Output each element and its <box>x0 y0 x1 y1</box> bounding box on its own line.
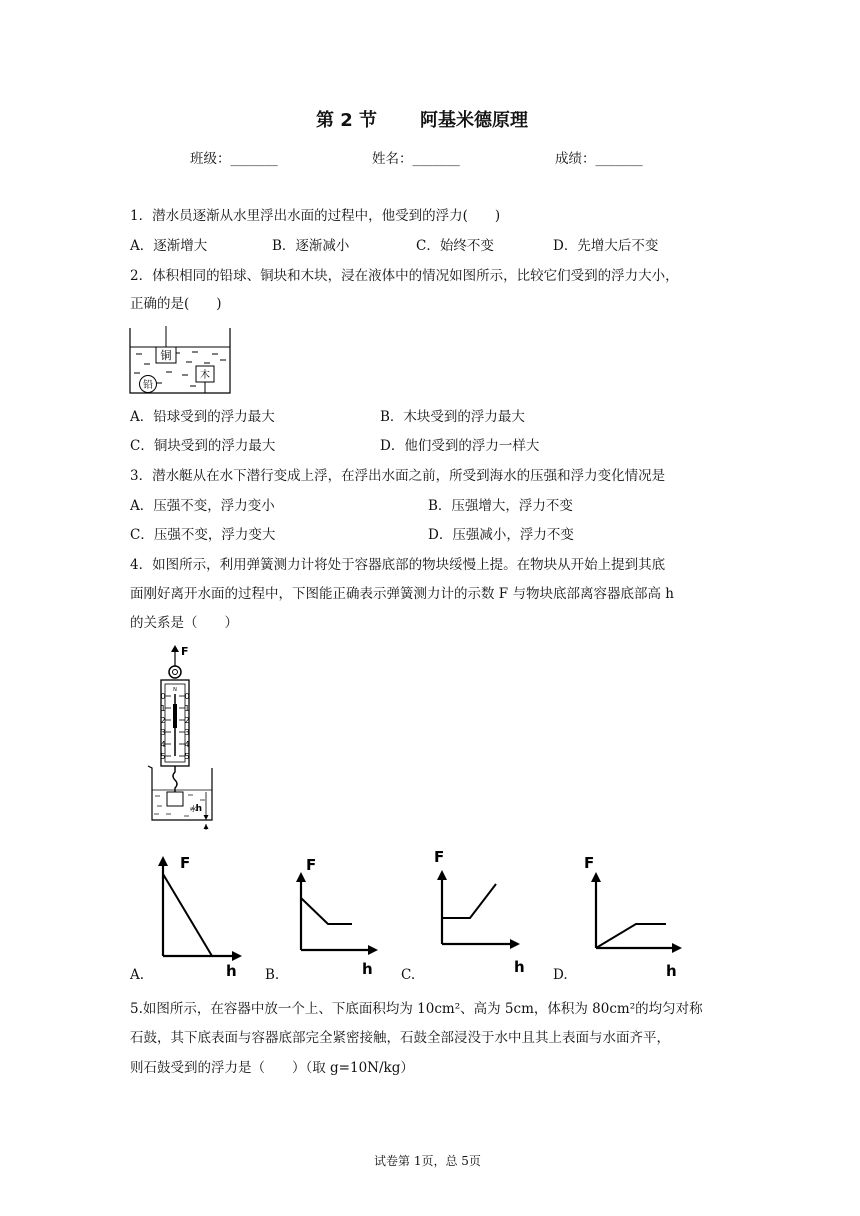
section-number: 第 2 节 <box>316 110 378 131</box>
scale-tick-5-right: 5 <box>184 752 190 761</box>
graph-a <box>148 848 248 980</box>
graph-d-h-label: h <box>666 962 677 980</box>
q4-option-c: C. <box>401 967 416 983</box>
q4-stem-line2: 面刚好离开水面的过程中，下图能正确表示弹簧测力计的示数 F 与物块底部离容器底部高 h <box>130 586 674 602</box>
scale-tick-3: 3 <box>160 728 166 737</box>
q2-option-a: A．铅球受到的浮力最大 <box>130 409 275 425</box>
q5-line3: 则石鼓受到的浮力是（ ）（取 g=10N/kg） <box>130 1060 414 1076</box>
q1-option-b: B．逐渐减小 <box>272 238 350 254</box>
newton-unit: N <box>173 687 177 693</box>
score-field-label: 成绩：_______ <box>555 151 643 167</box>
graph-b-h-label: h <box>362 960 373 978</box>
scale-tick-0: 0 <box>160 692 166 701</box>
q3-stem: 3．潜水艇从在水下潜行变成上浮，在浮出水面之前，所受到海水的压强和浮力变化情况是 <box>130 468 666 484</box>
scale-tick-1: 1 <box>160 704 166 713</box>
scale-tick-0-right: 0 <box>184 692 190 701</box>
wood-label: 木 <box>200 370 210 381</box>
q2-stem-line2: 正确的是( ) <box>130 296 222 312</box>
scale-tick-3-right: 3 <box>184 728 190 737</box>
scale-tick-5: 5 <box>160 752 166 761</box>
q5-line2: 石鼓，其下底表面与容器底部完全紧密接触，石鼓全部浸没于水中且其上表面与水面齐平， <box>130 1030 670 1046</box>
q1-option-d: D．先增大后不变 <box>553 238 659 254</box>
graph-c-h-label: h <box>514 958 525 976</box>
q5-line1: 5.如图所示，在容器中放一个上、下底面积均为 10cm²、高为 5cm，体积为 80cm²的均匀对称 <box>130 1001 703 1017</box>
q4-option-d: D. <box>553 967 568 983</box>
scale-tick-4: 4 <box>160 740 166 749</box>
q1-option-c: C．始终不变 <box>416 238 494 254</box>
q2-figure <box>126 326 236 396</box>
scale-tick-1-right: 1 <box>184 704 190 713</box>
spring-scale-figure <box>140 644 230 830</box>
q3-option-d: D．压强减小，浮力不变 <box>428 527 574 543</box>
graph-c <box>428 846 532 978</box>
q1-option-a: A．逐渐增大 <box>130 238 208 254</box>
water-label: 水 <box>190 805 197 813</box>
q3-option-b: B．压强增大，浮力不变 <box>428 498 573 514</box>
force-label: F <box>181 645 189 658</box>
graph-a-h-label: h <box>226 962 237 980</box>
height-label: h <box>195 804 202 814</box>
page-title: 阿基米德原理 <box>420 110 528 131</box>
q1-stem: 1．潜水员逐渐从水里浮出水面的过程中，他受到的浮力( ) <box>130 208 501 224</box>
class-field-label: 班级：_______ <box>190 151 278 167</box>
q4-stem-line1: 4．如图所示，利用弹簧测力计将处于容器底部的物块绥慢上提。在物块从开始上提到其底 <box>130 557 666 573</box>
q2-stem-line1: 2．体积相同的铅球、铜块和木块，浸在液体中的情况如图所示，比较它们受到的浮力大小， <box>130 268 679 284</box>
page-footer: 试卷第 1页，总 5页 <box>374 1154 481 1168</box>
q4-option-a: A. <box>130 967 145 983</box>
graph-b <box>286 848 386 980</box>
q2-option-c: C．铜块受到的浮力最大 <box>130 438 276 454</box>
q4-stem-line3: 的关系是（ ） <box>130 615 238 631</box>
lead-label: 铅 <box>143 380 153 391</box>
q4-option-b: B. <box>265 967 280 983</box>
q3-option-a: A．压强不变，浮力变小 <box>130 498 275 514</box>
graph-d-f-label: F <box>584 854 595 872</box>
scale-tick-4-right: 4 <box>184 740 190 749</box>
graph-b-f-label: F <box>306 856 317 874</box>
scale-tick-2: 2 <box>160 716 166 725</box>
q3-option-c: C．压强不变，浮力变大 <box>130 527 276 543</box>
graph-d <box>582 848 686 980</box>
q2-option-b: B．木块受到的浮力最大 <box>380 409 525 425</box>
q2-option-d: D．他们受到的浮力一样大 <box>380 438 540 454</box>
name-field-label: 姓名：_______ <box>372 151 460 167</box>
copper-label: 铜 <box>160 349 172 362</box>
graph-c-f-label: F <box>434 848 445 866</box>
graph-a-f-label: F <box>180 854 191 872</box>
scale-tick-2-right: 2 <box>184 716 190 725</box>
